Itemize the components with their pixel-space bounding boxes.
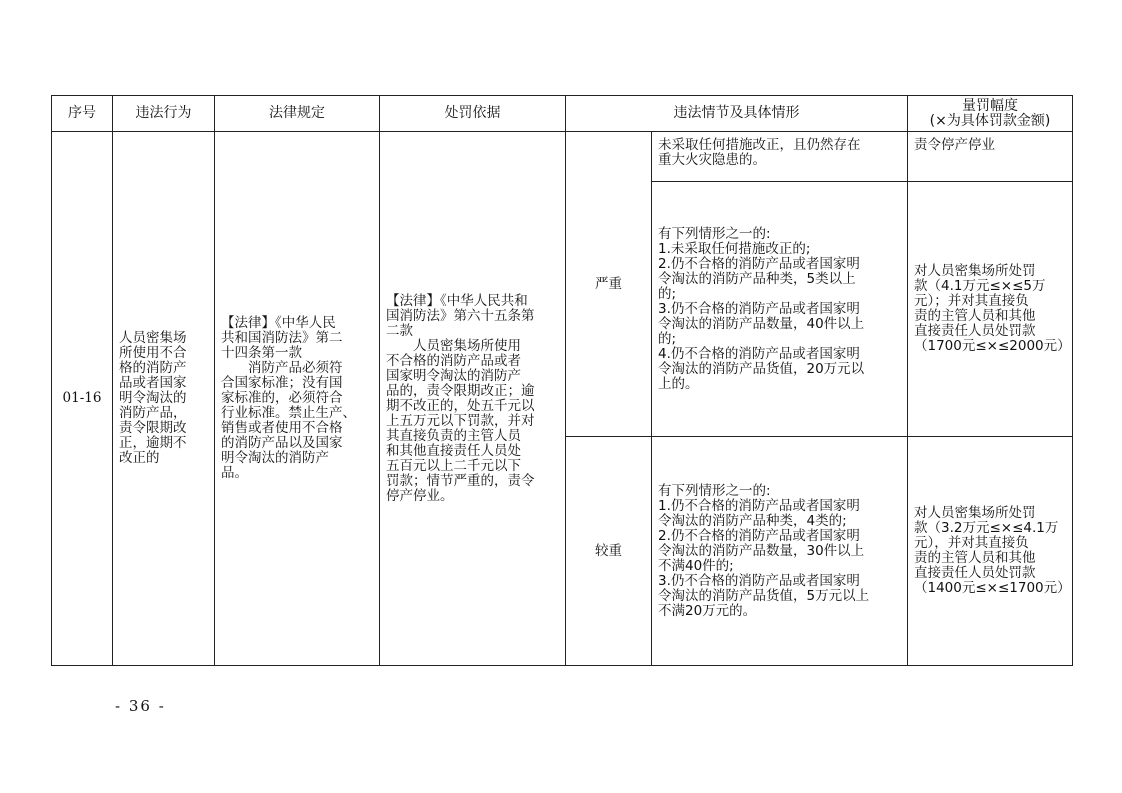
text-line: 上五万元以下罚款，并对 (386, 412, 535, 429)
text-line: 的; (658, 285, 677, 302)
text-line: 2.仍不合格的消防产品或者国家明 (658, 527, 860, 544)
text-line: 行业标准。禁止生产、 (221, 405, 356, 421)
text-line: 正，逾期不 (119, 435, 187, 451)
text-line: 十四条第一款 (221, 345, 302, 361)
text-line: 1.仍不合格的消防产品或者国家明 (658, 497, 860, 514)
table-row (52, 132, 1073, 182)
text-line: 责的主管人员和其他 (914, 550, 1036, 566)
header-penalty-note: (×为具体罚款金额) (929, 112, 1051, 129)
text-line: 责的主管人员和其他 (914, 308, 1036, 324)
text-line: 停产停业。 (386, 487, 454, 504)
header-row (52, 96, 1073, 132)
text-line: （1700元≤×≤2000元） (914, 338, 1071, 354)
penalty-table (51, 95, 1073, 666)
text-line: 责令限期改 (119, 420, 187, 436)
level-severe: 严重 (566, 132, 652, 437)
text-line: 令淘汰的消防产品数量，30件以上 (658, 542, 865, 559)
header-law: 法律规定 (215, 96, 380, 132)
text-line: 人员密集场所使用 (386, 337, 521, 354)
text-line: 直接责任人员处罚款 (914, 565, 1036, 581)
text-line: 不满20万元的。 (658, 602, 757, 619)
row-basis (380, 132, 566, 666)
text-line: 令淘汰的消防产品货值，20万元以 (658, 360, 865, 377)
text-line: 明令淘汰的消防产 (221, 450, 329, 466)
text-line: 品的，责令限期改正；逾 (386, 382, 535, 399)
penalty-severe-1: 责令停产停业 (908, 132, 1073, 182)
text-line: 2.仍不合格的消防产品或者国家明 (658, 255, 860, 272)
text-line: 格的消防产 (119, 360, 187, 376)
text-line: 罚款；情节严重的，责令 (386, 472, 535, 489)
text-line: 元），并对其直接负 (914, 535, 1029, 551)
text-line: 品或者国家 (119, 375, 187, 391)
text-line: 3.仍不合格的消防产品或者国家明 (658, 300, 860, 317)
text-line: 共和国消防法》第二 (221, 330, 343, 346)
text-line: 人员密集场 (119, 330, 187, 346)
text-line: 款（3.2万元≤×≤4.1万 (914, 520, 1059, 536)
text-line: 消防产品必须符 (221, 360, 343, 376)
header-behavior: 违法行为 (113, 96, 215, 132)
text-line: 1.未采取任何措施改正的; (658, 240, 811, 257)
row-behavior (113, 132, 215, 666)
header-penalty-title: 量罚幅度 (962, 97, 1018, 114)
case-severe-1 (652, 132, 908, 182)
case-severe-2 (652, 182, 908, 437)
text-line: 二款 (386, 322, 413, 339)
text-line: （1400元≤×≤1700元） (914, 580, 1071, 596)
text-line: 【法律】《中华人民 (221, 315, 336, 331)
text-line: 国消防法》第六十五条第 (386, 307, 535, 324)
text-line: 和其他直接责任人员处 (386, 442, 521, 459)
text-line: 款（4.1万元≤×≤5万 (914, 278, 1046, 294)
page-number: - 36 - (115, 697, 166, 715)
text-line: 不满40件的; (658, 557, 734, 574)
text-line: 3.仍不合格的消防产品或者国家明 (658, 572, 860, 589)
level-serious: 较重 (566, 437, 652, 666)
penalty-serious (908, 437, 1073, 666)
text-line: 令淘汰的消防产品货值，5万元以上 (658, 587, 870, 604)
text-line: 令淘汰的消防产品种类，5类以上 (658, 270, 856, 287)
row-seq: 01-16 (52, 132, 113, 666)
text-line: 五百元以上二千元以下 (386, 457, 521, 474)
text-line: 有下列情形之一的: (658, 482, 771, 499)
text-line: 令淘汰的消防产品数量，40件以上 (658, 315, 865, 332)
text-line: 销售或者使用不合格 (221, 420, 343, 436)
header-basis: 处罚依据 (380, 96, 566, 132)
text-line: 的; (658, 330, 677, 347)
text-line: 未采取任何措施改正，且仍然存在 (658, 137, 861, 153)
text-line: 对人员密集场所处罚 (914, 505, 1036, 521)
text-line: 家标准的，必须符合 (221, 390, 343, 406)
text-line: 重大火灾隐患的。 (658, 152, 766, 168)
text-line: 元）；并对其直接负 (914, 293, 1029, 309)
text-line: 所使用不合 (119, 345, 187, 361)
text-line: 有下列情形之一的: (658, 225, 771, 242)
text-line: 的消防产品以及国家 (221, 435, 343, 451)
text-line: 对人员密集场所处罚 (914, 263, 1036, 279)
text-line: 合国家标准；没有国 (221, 375, 343, 391)
text-line: 国家明令淘汰的消防产 (386, 367, 521, 384)
text-line: 消防产品， (119, 405, 187, 421)
text-line: 不合格的消防产品或者 (386, 352, 521, 369)
text-line: 直接责任人员处罚款 (914, 323, 1036, 339)
header-circumstance: 违法情节及具体情形 (566, 96, 908, 132)
penalty-severe-2 (908, 182, 1073, 437)
text-line: 上的。 (658, 375, 699, 392)
text-line: 明令淘汰的 (119, 390, 187, 406)
row-law (215, 132, 380, 666)
text-line: 其直接负责的主管人员 (386, 427, 521, 444)
text-line: 令淘汰的消防产品种类，4类的; (658, 512, 847, 529)
case-serious (652, 437, 908, 666)
header-penalty (908, 96, 1073, 132)
text-line: 4.仍不合格的消防产品或者国家明 (658, 345, 860, 362)
text-line: 期不改正的，处五千元以 (386, 397, 535, 414)
text-line: 品。 (221, 465, 248, 481)
text-line: 【法律】《中华人民共和 (386, 292, 528, 309)
text-line: 改正的 (119, 450, 160, 466)
header-seq: 序号 (52, 96, 113, 132)
